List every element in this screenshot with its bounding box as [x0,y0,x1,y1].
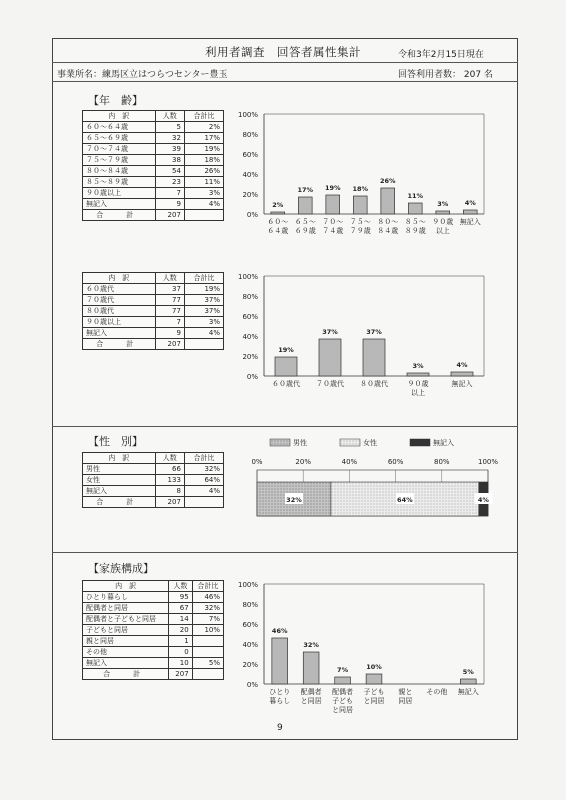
table-total-row [83,210,224,221]
total-count: 207 [155,497,184,508]
x-tick-label: ６０歳代 [272,380,300,388]
x-tick-label: 以上 [411,389,425,397]
table-row [83,328,224,339]
header-count: 人数 [169,581,193,592]
x-tick-label: ６４歳 [267,227,289,235]
row-label: 親と同居 [83,636,169,647]
row-ratio: 5% [192,658,223,669]
row-count: 5 [155,122,184,133]
table-row [83,133,224,144]
x-tick-label: ７４歳 [322,227,344,235]
row-ratio: 3% [184,188,223,199]
legend-label: 女性 [363,439,377,447]
x-tick-label: ９０歳 [432,218,454,226]
row-ratio: 32% [184,464,223,475]
legend-label: 男性 [293,439,307,447]
row-count: 77 [155,295,184,306]
table-row [83,317,224,328]
row-count: 54 [155,166,184,177]
x-tick-label: 配偶者 [332,688,354,696]
bar [408,203,422,214]
row-label: 無記入 [83,328,156,339]
row-count: 77 [155,306,184,317]
total-ratio-empty [184,497,223,508]
table-row [83,486,224,497]
row-ratio: 32% [192,603,223,614]
header-item: 内 訳 [83,581,169,592]
bar [436,211,450,214]
header-ratio: 合計比 [184,273,223,284]
row-label: 配偶者と子どもと同居 [83,614,169,625]
table-total-row [83,339,224,350]
legend-label: 無記入 [433,439,454,447]
row-ratio: 17% [184,133,223,144]
bar [463,210,477,214]
x-tick-label: 子ども [332,697,354,705]
total-label: 合 計 [83,669,169,680]
age-decade-bar-chart [234,270,494,405]
row-ratio: 64% [184,475,223,486]
row-label: 男性 [83,464,156,475]
table-row [83,475,224,486]
row-ratio: 37% [184,295,223,306]
section-title-gender: 【性 別】 [88,435,143,448]
row-label: ７５～７９歳 [83,155,156,166]
row-count: 133 [155,475,184,486]
data-label: 10% [366,663,382,671]
divider [52,552,518,553]
bar [298,197,312,214]
row-count: 10 [169,658,193,669]
row-ratio: 18% [184,155,223,166]
x-tick-label: 20% [295,458,311,466]
respondent-count: 回答利用者数： 207 名 [398,70,493,80]
x-tick-label: ７９歳 [349,227,371,235]
row-count: 9 [155,199,184,210]
y-tick-label: 40% [242,641,258,649]
row-ratio: 26% [184,166,223,177]
y-tick-label: 20% [242,191,258,199]
data-label: 19% [324,184,341,192]
bar [363,339,385,376]
row-ratio: 4% [184,486,223,497]
row-ratio: 37% [184,306,223,317]
row-label: 無記入 [83,199,156,210]
header-item: 内 訳 [83,453,156,464]
row-count: 7 [155,317,184,328]
table-row [83,603,224,614]
bar [451,372,473,376]
row-label: 子どもと同居 [83,625,169,636]
row-count: 20 [169,625,193,636]
row-count: 66 [155,464,184,475]
y-tick-label: 60% [242,151,258,159]
row-ratio: 4% [184,199,223,210]
y-tick-label: 40% [242,333,258,341]
x-tick-label: と同居 [363,697,385,705]
family-bar-chart [234,578,494,723]
bar [271,212,285,214]
table-row [83,614,224,625]
row-label: ６５～６９歳 [83,133,156,144]
report-date: 令和3年2月15日現在 [398,50,484,60]
data-label: 7% [337,666,349,674]
gender-stacked-bar-chart [250,434,499,524]
section-title-age: 【年 齢】 [88,94,143,107]
total-ratio-empty [184,210,223,221]
table-row [83,188,224,199]
x-tick-label: 暮らし [269,697,291,705]
table-row [83,284,224,295]
row-label: ひとり暮らし [83,592,169,603]
x-tick-label: 無記入 [451,380,473,388]
table-header-row [83,273,224,284]
x-tick-label: ８０～ [377,218,399,226]
bar [407,373,429,376]
row-count: 9 [155,328,184,339]
x-tick-label: ８０歳代 [360,380,388,388]
x-tick-label: 同居 [398,697,413,705]
total-count: 207 [169,669,193,680]
table-row [83,647,224,658]
y-tick-label: 100% [237,581,258,589]
row-count: 14 [169,614,193,625]
data-label: 4% [456,361,468,369]
legend-swatch [340,439,360,446]
age-bar-chart [234,108,494,243]
row-label: ６０～６４歳 [83,122,156,133]
bar [366,674,382,684]
x-tick-label: ７０歳代 [316,380,344,388]
y-tick-label: 0% [246,373,258,381]
data-label: 11% [407,192,424,200]
row-count: 37 [155,284,184,295]
y-tick-label: 20% [242,353,258,361]
bar [303,652,319,684]
header-ratio: 合計比 [184,111,223,122]
x-tick-label: 無記入 [459,218,481,226]
total-label: 合 計 [83,497,156,508]
data-label: 37% [366,328,382,336]
x-tick-label: と同居 [300,697,322,705]
row-count: 32 [155,133,184,144]
row-label: ９０歳以上 [83,317,156,328]
legend-swatch [270,439,290,446]
facility-name: 事業所名：練馬区立はつらつセンター豊玉 [57,70,228,80]
data-label: 4% [464,199,476,207]
x-tick-label: 100% [477,458,499,466]
section-title-family: 【家族構成】 [88,562,154,575]
y-tick-label: 80% [242,131,258,139]
data-label: 26% [379,177,396,185]
x-tick-label: その他 [426,688,448,696]
data-label: 4% [477,496,489,504]
row-ratio [192,636,223,647]
header-item: 内 訳 [83,273,156,284]
table-header-row [83,111,224,122]
total-ratio-empty [192,669,223,680]
header-count: 人数 [155,111,184,122]
total-count: 207 [155,339,184,350]
bar [272,638,288,684]
bar [335,677,351,684]
row-label: ６０歳代 [83,284,156,295]
y-tick-label: 60% [242,621,258,629]
row-ratio: 19% [184,284,223,295]
bar [460,679,476,684]
row-label: 女性 [83,475,156,486]
divider [52,81,518,82]
divider [52,426,518,427]
x-tick-label: 親と [398,688,413,696]
row-label: 無記入 [83,658,169,669]
data-label: 3% [412,362,424,370]
x-tick-label: ７０～ [322,218,344,226]
total-ratio-empty [184,339,223,350]
row-count: 39 [155,144,184,155]
bar [381,188,395,214]
table-header-row [83,453,224,464]
table-total-row [83,497,224,508]
table-row [83,122,224,133]
table-row [83,155,224,166]
row-ratio: 7% [192,614,223,625]
data-label: 37% [322,328,338,336]
x-tick-label: 配偶者 [300,688,322,696]
legend-swatch [410,439,430,446]
table-row [83,464,224,475]
x-tick-label: 80% [434,458,450,466]
x-tick-label: ９０歳 [407,380,429,388]
row-label: その他 [83,647,169,658]
data-label: 32% [303,641,319,649]
gender-table [82,452,224,508]
row-count: 23 [155,177,184,188]
data-label: 2% [272,201,284,209]
x-tick-label: ６５～ [294,218,316,226]
row-count: 95 [169,592,193,603]
x-tick-label: ひとり [269,688,291,696]
total-label: 合 計 [83,210,156,221]
data-label: 19% [278,346,294,354]
row-ratio: 19% [184,144,223,155]
row-count: 7 [155,188,184,199]
x-tick-label: 子ども [363,688,385,696]
y-tick-label: 100% [237,273,258,281]
row-label: ８５～８９歳 [83,177,156,188]
row-count: 67 [169,603,193,614]
bar [326,195,340,214]
table-row [83,177,224,188]
table-row [83,166,224,177]
data-label: 18% [352,185,369,193]
row-label: ７０～７４歳 [83,144,156,155]
row-ratio: 2% [184,122,223,133]
table-row [83,636,224,647]
table-row [83,592,224,603]
family-table [82,580,224,680]
age-decade-table [82,272,224,350]
row-ratio [192,647,223,658]
row-label: ８０歳代 [83,306,156,317]
table-row [83,199,224,210]
header-count: 人数 [155,273,184,284]
row-label: ９０歳以上 [83,188,156,199]
x-tick-label: 40% [341,458,358,466]
x-tick-label: ８９歳 [404,227,426,235]
x-tick-label: 0% [251,458,263,466]
row-label: ８０～８４歳 [83,166,156,177]
table-row [83,658,224,669]
bar [353,196,367,214]
y-tick-label: 80% [242,601,258,609]
y-tick-label: 20% [242,661,258,669]
table-row [83,625,224,636]
table-total-row [83,669,224,680]
row-ratio: 11% [184,177,223,188]
x-tick-label: ８５～ [404,218,426,226]
header-ratio: 合計比 [192,581,223,592]
row-label: 無記入 [83,486,156,497]
y-tick-label: 40% [242,171,258,179]
row-ratio: 3% [184,317,223,328]
y-tick-label: 60% [242,313,258,321]
bar [275,357,297,376]
y-tick-label: 0% [246,681,258,689]
data-label: 5% [462,668,474,676]
x-tick-label: ６９歳 [294,227,316,235]
row-count: 0 [169,647,193,658]
page-title: 利用者調査 回答者属性集計 [205,45,361,59]
divider [52,62,518,63]
total-label: 合 計 [83,339,156,350]
y-tick-label: 100% [237,111,258,119]
row-ratio: 10% [192,625,223,636]
x-tick-label: 60% [387,458,404,466]
data-label: 3% [437,200,449,208]
bar [319,339,341,376]
table-row [83,144,224,155]
row-count: 1 [169,636,193,647]
header-ratio: 合計比 [184,453,223,464]
row-label: ７０歳代 [83,295,156,306]
row-count: 8 [155,486,184,497]
row-count: 38 [155,155,184,166]
x-tick-label: ７５～ [349,218,371,226]
y-tick-label: 0% [246,211,258,219]
x-tick-label: 以上 [435,227,450,235]
x-tick-label: 無記入 [457,688,479,696]
table-header-row [83,581,224,592]
table-row [83,306,224,317]
total-count: 207 [155,210,184,221]
data-label: 64% [397,496,413,504]
data-label: 17% [297,186,314,194]
x-tick-label: と同居 [332,706,354,714]
y-tick-label: 80% [242,293,258,301]
x-tick-label: ８４歳 [377,227,399,235]
page-number: 9 [277,723,283,733]
header-count: 人数 [155,453,184,464]
row-ratio: 46% [192,592,223,603]
x-tick-label: ６０～ [267,218,289,226]
header-item: 内 訳 [83,111,156,122]
row-label: 配偶者と同居 [83,603,169,614]
row-ratio: 4% [184,328,223,339]
age-table [82,110,224,221]
data-label: 32% [286,496,302,504]
data-label: 46% [271,627,288,635]
table-row [83,295,224,306]
